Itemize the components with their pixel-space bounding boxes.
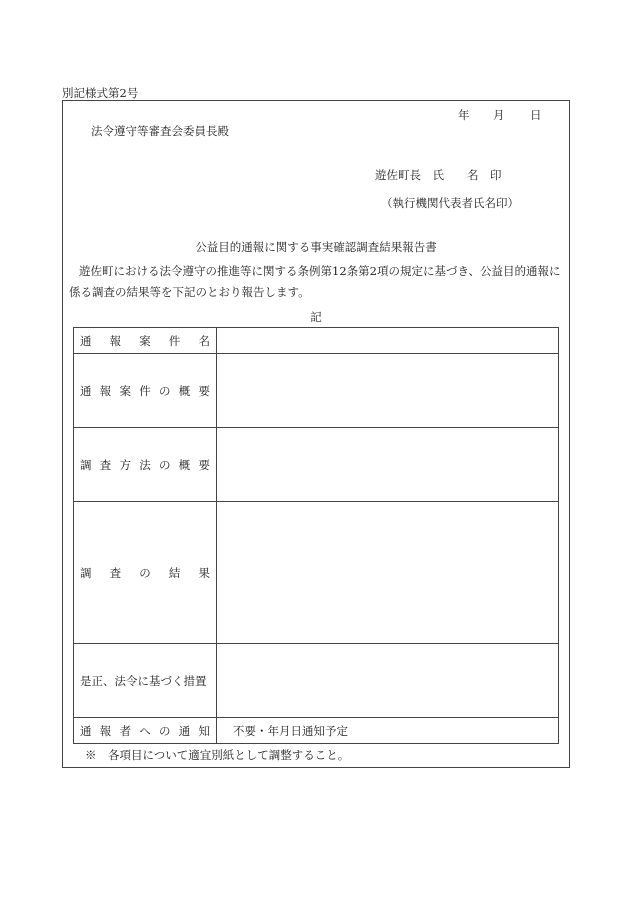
signature-subtitle: （執行機関代表者氏名印） [381, 196, 519, 210]
table-row [74, 354, 559, 428]
row-value-notify-reporter[interactable]: 不要・年月日通知予定 [217, 718, 559, 744]
date-month-label: 月 [493, 108, 505, 122]
date-year-label: 年 [458, 108, 470, 122]
row-value-result[interactable] [217, 502, 559, 644]
report-table [73, 327, 559, 744]
table-row [74, 502, 559, 644]
addressee: 法令遵守等審査会委員長殿 [91, 124, 229, 138]
footnote: ※ 各項目について適宜別紙として調整すること。 [85, 748, 350, 762]
report-form [62, 100, 570, 768]
signature-line: 遊佐町長 氏 名 印 [375, 168, 502, 182]
row-label-result: 調 査 の 結 果 [74, 502, 217, 644]
row-label-case-summary: 通 報 案 件 の 概 要 [74, 354, 217, 428]
date-day-label: 日 [530, 108, 542, 122]
body-paragraph: 遊佐町における法令遵守の推進等に関する条例第12条第2項の規定に基づき、公益目的通報に係る調査の結果等を下記のとおり報告します。 [69, 264, 561, 299]
report-title: 公益目的通報に関する事実確認調査結果報告書 [195, 240, 437, 254]
table-row [74, 328, 559, 354]
ki-heading: 記 [310, 310, 322, 324]
row-value-corrective-action[interactable] [217, 644, 559, 718]
row-value-case-name[interactable] [217, 328, 559, 354]
table-row [74, 718, 559, 744]
form-number-label: 別記様式第2号 [62, 86, 139, 100]
row-value-method-summary[interactable] [217, 428, 559, 502]
table-row [74, 428, 559, 502]
row-value-case-summary[interactable] [217, 354, 559, 428]
row-label-case-name: 通 報 案 件 名 [74, 328, 217, 354]
table-row [74, 644, 559, 718]
row-label-corrective-action: 是正、法令に基づく措置 [74, 644, 217, 718]
row-label-method-summary: 調 査 方 法 の 概 要 [74, 428, 217, 502]
row-label-notify-reporter: 通 報 者 へ の 通 知 [74, 718, 217, 744]
